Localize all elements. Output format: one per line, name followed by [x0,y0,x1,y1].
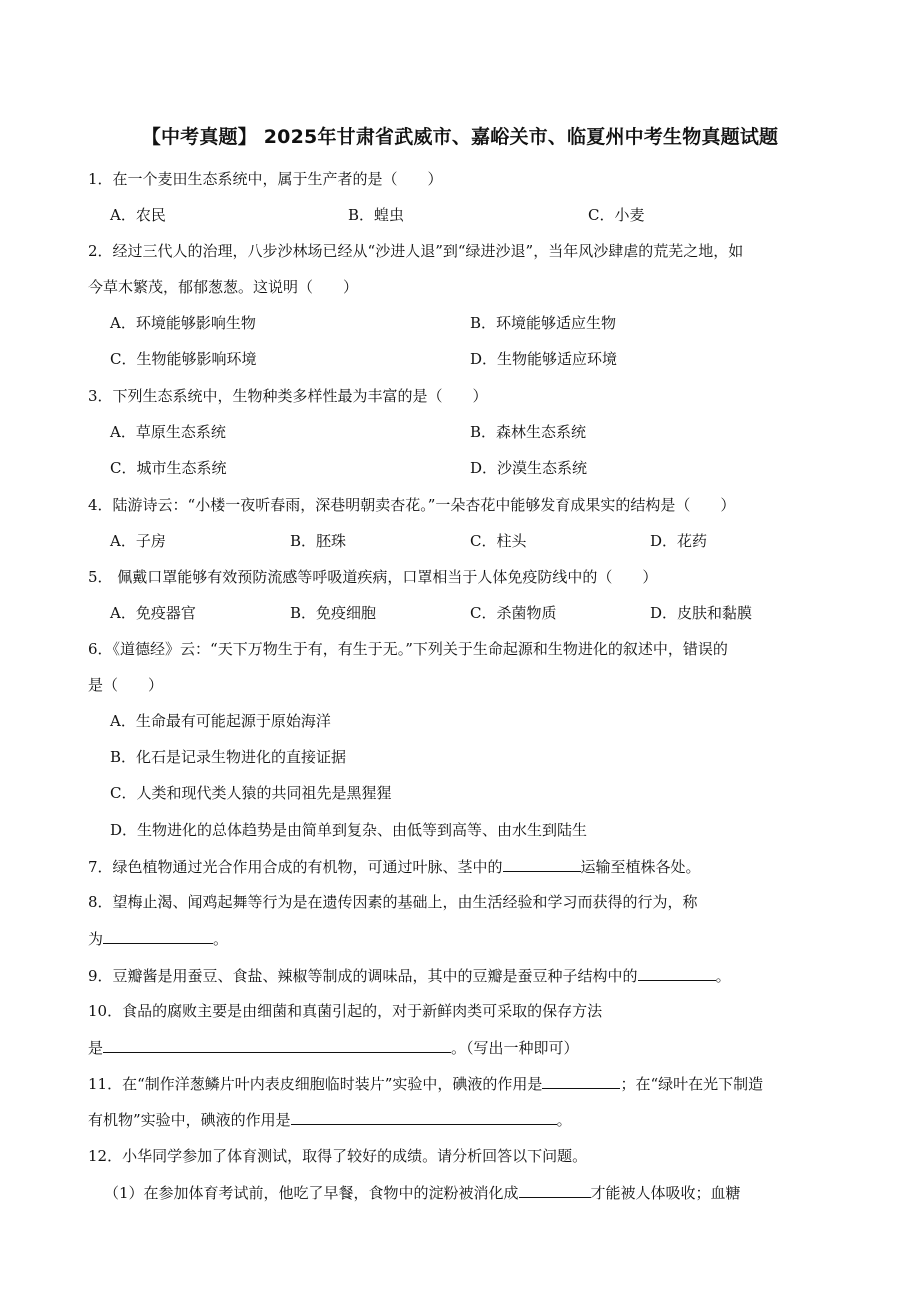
q10-text-before: 是 [88,1039,104,1057]
question-3-stem: 3．下列生态系统中，生物种类多样性最为丰富的是（ ） [88,387,488,405]
question-6-stem-line1: 6．《道德经》云：“天下万物生于有，有生于无。”下列关于生命起源和生物进化的叙述中，错误的 [88,640,728,658]
q2-option-c: C．生物能够影响环境 [110,350,257,368]
q11-text-before-2: 有机物”实验中，碘液的作用是 [88,1111,291,1129]
q7-answer-blank[interactable] [503,855,581,872]
question-5-stem: 5． 佩戴口罩能够有效预防流感等呼吸道疾病，口罩相当于人体免疫防线中的（ ） [88,568,658,586]
page-title: 【中考真题】 2025年甘肃省武威市、嘉峪关市、临夏州中考生物真题试题 [141,126,779,148]
q8-text-after: 。 [213,930,229,948]
q1-option-b: B．蝗虫 [348,206,405,224]
question-8-line1: 8．望梅止渴、闻鸡起舞等行为是在遗传因素的基础上，由生活经验和学习而获得的行为，称 [88,893,698,911]
question-8-line2 [88,927,228,950]
q6-option-c: C．人类和现代类人猿的共同祖先是黑猩猩 [110,784,392,802]
q11-text-after-2: 。 [556,1111,572,1129]
q3-option-a: A．草原生态系统 [110,423,226,441]
question-11-line2 [88,1108,572,1131]
q10-answer-blank[interactable] [103,1036,451,1053]
q9-answer-blank[interactable] [638,964,716,981]
q5-option-d: D．皮肤和黏膜 [650,604,753,622]
q2-option-a: A．环境能够影响生物 [110,314,256,332]
q1-option-c: C．小麦 [588,206,645,224]
q4-option-c: C．柱头 [470,532,527,550]
q12-sub1-text-after: 才能被人体吸收；血糖 [590,1184,741,1202]
q10-text-after: 。（写出一种即可） [451,1039,579,1057]
question-2-stem-line1: 2．经过三代人的治理，八步沙林场已经从“沙进人退”到“绿进沙退”，当年风沙肆虐的荒芜之地，如 [88,242,744,260]
q8-answer-blank[interactable] [103,927,213,944]
question-4-stem: 4．陆游诗云：“小楼一夜听春雨，深巷明朝卖杏花。”一朵杏花中能够发育成果实的结构是（ ） [88,496,736,514]
q3-option-c: C．城市生态系统 [110,459,227,477]
question-11-line1 [88,1072,763,1095]
q11-text-before-1: 11．在“制作洋葱鳞片叶内表皮细胞临时装片”实验中，碘液的作用是 [88,1075,543,1093]
question-6-stem-line2: 是（ ） [88,676,164,694]
q5-option-c: C．杀菌物质 [470,604,557,622]
q12-sub1-answer-blank[interactable] [519,1181,591,1198]
q5-option-a: A．免疫器官 [110,604,196,622]
question-2-stem-line2: 今草木繁茂，郁郁葱葱。这说明（ ） [88,278,359,296]
q8-text-before: 为 [88,930,104,948]
question-10-line2 [88,1036,579,1059]
q3-option-d: D．沙漠生态系统 [470,459,588,477]
question-12-stem: 12．小华同学参加了体育测试，取得了较好的成绩。请分析回答以下问题。 [88,1147,588,1165]
q6-option-d: D．生物进化的总体趋势是由简单到复杂、由低等到高等、由水生到陆生 [110,821,588,839]
q3-option-b: B．森林生态系统 [470,423,587,441]
q6-option-b: B．化石是记录生物进化的直接证据 [110,748,347,766]
q1-option-a: A．农民 [110,206,166,224]
q12-sub1-text-before: （1）在参加体育考试前，他吃了早餐，食物中的淀粉被消化成 [104,1184,519,1202]
q9-text-after: 。 [715,967,731,985]
q5-option-b: B．免疫细胞 [290,604,377,622]
q11-answer-blank-2[interactable] [291,1108,557,1125]
q2-option-d: D．生物能够适应环境 [470,350,618,368]
q4-option-b: B．胚珠 [290,532,347,550]
q4-option-d: D．花药 [650,532,708,550]
question-7 [88,855,701,878]
q6-option-a: A．生命最有可能起源于原始海洋 [110,712,331,730]
question-10-line1: 10．食品的腐败主要是由细菌和真菌引起的，对于新鲜肉类可采取的保存方法 [88,1002,603,1020]
question-9 [88,964,731,987]
q9-text-before: 9．豆瓣酱是用蚕豆、食盐、辣椒等制成的调味品，其中的豆瓣是蚕豆种子结构中的 [88,967,638,985]
question-12-sub1 [104,1181,741,1204]
q11-text-after-1: ；在“绿叶在光下制造 [620,1075,764,1093]
q7-text-after: 运输至植株各处。 [580,858,701,876]
q2-option-b: B．环境能够适应生物 [470,314,617,332]
question-1-stem: 1．在一个麦田生态系统中，属于生产者的是（ ） [88,170,443,188]
q11-answer-blank-1[interactable] [542,1072,620,1089]
q4-option-a: A．子房 [110,532,166,550]
q7-text-before: 7．绿色植物通过光合作用合成的有机物，可通过叶脉、茎中的 [88,858,503,876]
